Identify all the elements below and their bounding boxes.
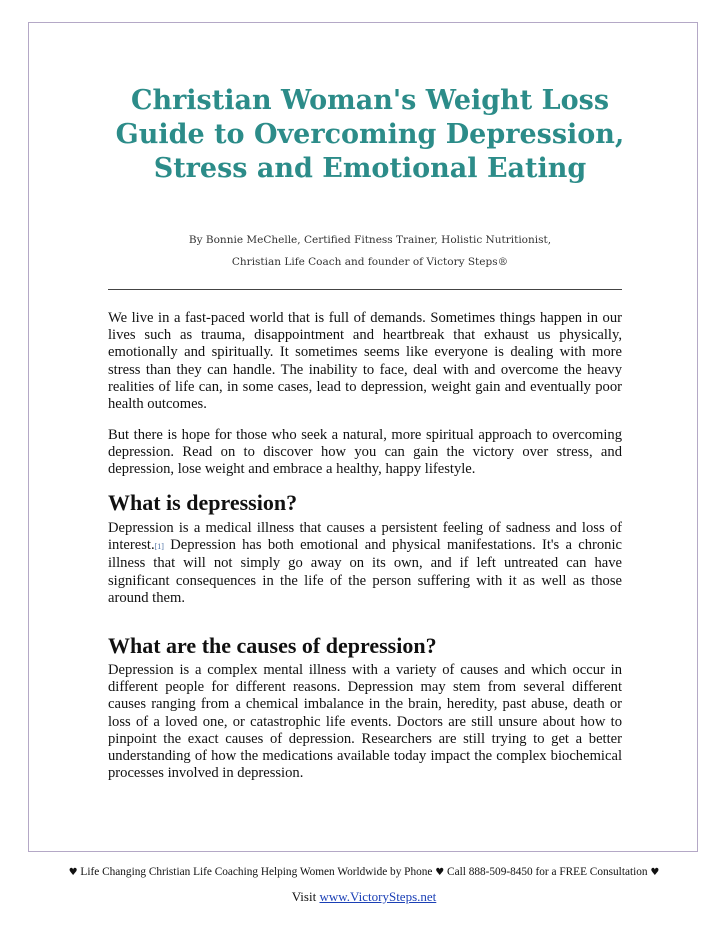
heart-icon: ♥: [650, 867, 660, 878]
footer-visit-line: [0, 889, 728, 905]
header-divider: [108, 289, 622, 290]
intro-paragraph-2: But there is hope for those who seek a natural, more spiritual approach to overcoming depression. Read on to discover how you can gain the victory over stress, and depression, lose weight and embrace a healthy, happy lifestyle.: [108, 427, 622, 478]
footer-promo-line: [0, 866, 728, 878]
author-byline-line1: By Bonnie MeChelle, Certified Fitness Trainer, Holistic Nutritionist,: [188, 234, 552, 246]
heart-icon: ♥: [68, 867, 78, 878]
website-link[interactable]: www.VictorySteps.net: [319, 889, 437, 904]
intro-paragraph-1: We live in a fast-paced world that is full of demands. Sometimes things happen in our lives such as trauma, disappointment and heartbreak that exhaust us physically, emotionally and spiritually. It sometimes seems like everyone is dealing with more stress than they can handle. The inability to face, deal with and overcome the heavy realities of life can, in some cases, lead to depression, weight gain and eventually poor health outcomes.: [108, 310, 622, 413]
footer-call-text: Call 888-509-8450 for a FREE Consultation: [444, 866, 651, 878]
footer-coaching-text: Life Changing Christian Life Coaching Helping Women Worldwide by Phone: [77, 866, 436, 878]
document-title: Christian Woman's Weight Loss Guide to Overcoming Depression, Stress and Emotional Eating: [115, 85, 625, 184]
section1-text-start: Depression is a medical illness that causes a persistent feeling of sadness and loss of interest.: [108, 520, 622, 554]
section2-paragraph: Depression is a complex mental illness with a variety of causes and which occur in different people for different reasons. Depression may stem from several different causes ranging from a chemical imbalance in the brain, heredity, past abuse, death or loss of a loved one, or catastrophic life events. Doctors are still unsure about how to pinpoint the exact causes of depression. Researchers are still trying to get a better understanding of how the medications available today impact the complex biochemical processes involved in depression.: [108, 662, 622, 782]
heart-icon: ♥: [435, 867, 445, 878]
citation-link[interactable]: [1]: [154, 542, 164, 552]
visit-label: Visit: [291, 889, 320, 904]
section-heading-what-is-depression: What is depression?: [108, 490, 298, 515]
section1-text-end: Depression has both emotional and physical manifestations. It's a chronic illness that will not simply go away on its own, and if left untreated can have significant consequences in the life of the person suffering with it as well as those around them.: [108, 537, 622, 606]
section1-paragraph: [108, 520, 622, 607]
author-byline-line2: Christian Life Coach and founder of Victory Steps®: [231, 256, 509, 268]
section-heading-causes-of-depression: What are the causes of depression?: [108, 633, 437, 658]
